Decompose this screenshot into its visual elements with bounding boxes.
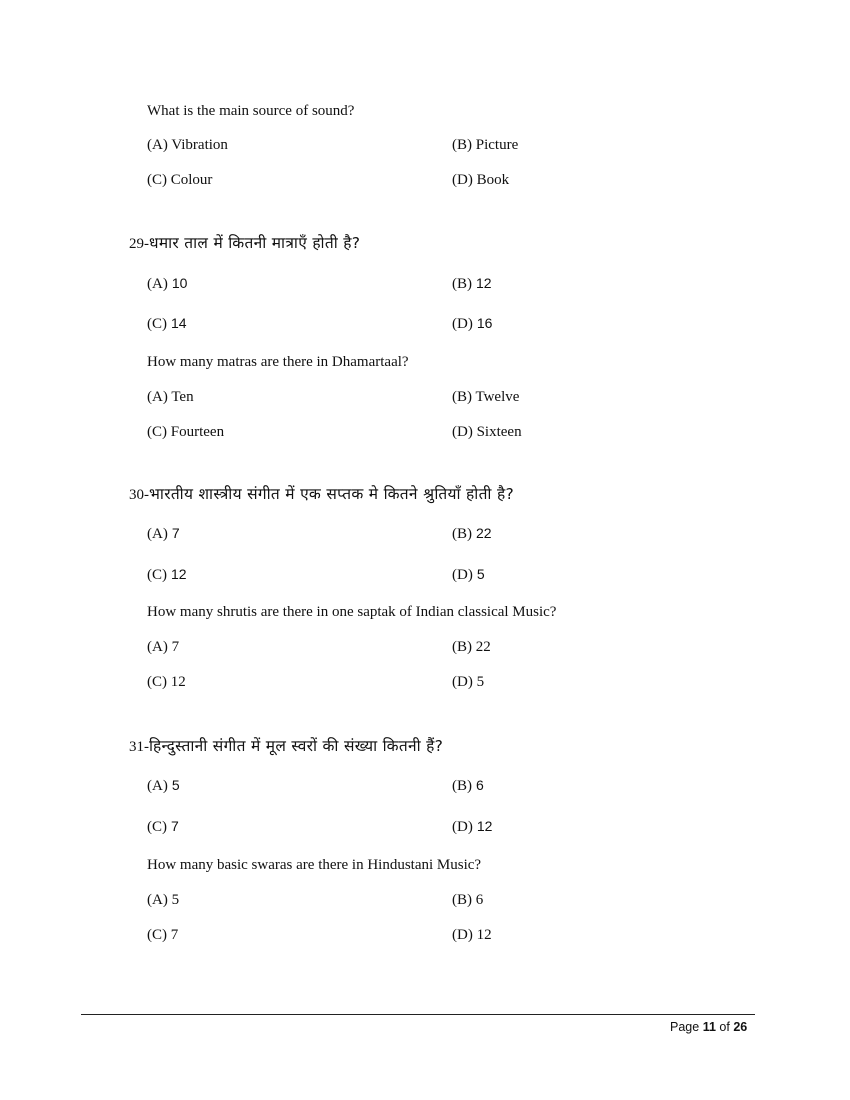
option-c: (C) Fourteen <box>147 424 225 440</box>
option-c: (C) 7 <box>147 818 179 835</box>
question-text-hindi: हिन्दुस्तानी संगीत में मूल स्वरों की संख्या कितनी हैं? <box>149 737 444 755</box>
footer-divider <box>81 1014 755 1015</box>
option-d: (D) 12 <box>452 927 492 943</box>
question-30-hindi <box>129 482 514 504</box>
question-31-hindi <box>129 734 443 756</box>
option-b: (B) 12 <box>452 275 492 292</box>
option-d: (D) Book <box>452 172 510 188</box>
option-c: (C) 7 <box>147 927 179 943</box>
option-d: (D) 16 <box>452 315 493 332</box>
option-c: (C) 12 <box>147 674 186 690</box>
option-c: (C) Colour <box>147 172 213 188</box>
option-b: (B) Picture <box>452 137 519 153</box>
option-a: (A) 5 <box>147 892 180 908</box>
option-c: (C) 14 <box>147 315 187 332</box>
page-number: Page 11 of 26 <box>670 1020 748 1034</box>
option-d: (D) Sixteen <box>452 424 522 440</box>
question-number: 29- <box>129 236 149 252</box>
question-english: What is the main source of sound? <box>147 103 355 119</box>
option-d: (D) 12 <box>452 818 493 835</box>
question-text-hindi: भारतीय शास्त्रीय संगीत में एक सप्तक मे कितने श्रुतियाँ होती है? <box>149 485 514 503</box>
option-a: (A) 7 <box>147 525 180 542</box>
option-d: (D) 5 <box>452 674 485 690</box>
option-b: (B) 6 <box>452 777 484 794</box>
option-c: (C) 12 <box>147 566 187 583</box>
option-b: (B) Twelve <box>452 389 520 405</box>
option-d: (D) 5 <box>452 566 485 583</box>
option-a: (A) 7 <box>147 639 180 655</box>
option-b: (B) 22 <box>452 525 492 542</box>
question-29-english: How many matras are there in Dhamartaal? <box>147 354 409 370</box>
question-number: 31- <box>129 739 149 755</box>
question-31-english: How many basic swaras are there in Hindustani Music? <box>147 857 482 873</box>
question-text-hindi: धमार ताल में कितनी मात्राएँ होती है? <box>149 234 361 252</box>
option-a: (A) Ten <box>147 389 194 405</box>
question-number: 30- <box>129 487 149 503</box>
option-a: (A) 10 <box>147 275 188 292</box>
option-a: (A) 5 <box>147 777 180 794</box>
question-29-hindi <box>129 231 360 253</box>
option-a: (A) Vibration <box>147 137 228 153</box>
option-b: (B) 6 <box>452 892 484 908</box>
option-b: (B) 22 <box>452 639 491 655</box>
question-30-english: How many shrutis are there in one saptak of Indian classical Music? <box>147 604 557 620</box>
